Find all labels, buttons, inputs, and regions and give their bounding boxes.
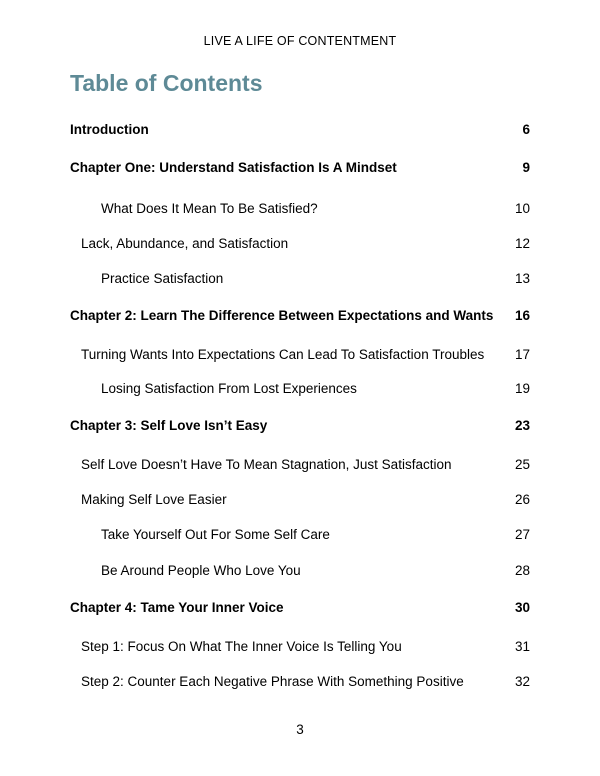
toc-title: Table of Contents [70, 70, 263, 96]
running-header: LIVE A LIFE OF CONTENTMENT [203, 34, 397, 48]
toc-entry-title: Turning Wants Into Expectations Can Lead To Satisfaction Troubles [81, 347, 485, 362]
toc-entry-page: 12 [514, 236, 530, 251]
toc-entry-title: Lack, Abundance, and Satisfaction [81, 236, 289, 251]
toc-entry-people-who-love-you[interactable] [0, 561, 600, 581]
toc-entry-title: Introduction [70, 122, 149, 137]
toc-entry-page: 31 [514, 639, 530, 654]
toc-entry-turning-wants[interactable] [0, 345, 600, 365]
toc-entry-chapter-4[interactable] [0, 598, 600, 618]
toc-entry-title: Chapter 2: Learn The Difference Between Expectations and Wants [70, 308, 494, 323]
toc-entry-what-does-it-mean[interactable] [0, 199, 600, 219]
toc-entry-page: 32 [514, 674, 530, 689]
toc-entry-losing-satisfaction[interactable] [0, 379, 600, 399]
toc-entry-page: 16 [514, 308, 530, 323]
toc-entry-page: 17 [514, 347, 530, 362]
toc-entry-page: 13 [514, 271, 530, 286]
toc-entry-page: 9 [522, 160, 530, 175]
toc-entry-title: Chapter 3: Self Love Isn’t Easy [70, 418, 268, 433]
toc-entry-title: Step 1: Focus On What The Inner Voice Is Telling You [81, 639, 402, 654]
toc-entry-title: Making Self Love Easier [81, 492, 227, 507]
toc-entry-page: 6 [522, 122, 530, 137]
toc-entry-title: Losing Satisfaction From Lost Experiences [101, 381, 357, 396]
toc-entry-title: Self Love Doesn’t Have To Mean Stagnation, Just Satisfaction [81, 457, 452, 472]
toc-entry-title: Be Around People Who Love You [101, 563, 301, 578]
toc-entry-title: What Does It Mean To Be Satisfied? [101, 201, 318, 216]
toc-entry-self-love-stagnation[interactable] [0, 455, 600, 475]
toc-entry-page: 30 [514, 600, 530, 615]
toc-entry-title: Step 2: Counter Each Negative Phrase With Something Positive [81, 674, 464, 689]
toc-entry-page: 26 [514, 492, 530, 507]
toc-entry-chapter-one[interactable] [0, 158, 600, 178]
toc-entry-step-1[interactable] [0, 637, 600, 657]
toc-entry-lack-abundance[interactable] [0, 234, 600, 254]
toc-entry-page: 23 [514, 418, 530, 433]
toc-entry-title: Chapter One: Understand Satisfaction Is A Mindset [70, 160, 397, 175]
toc-entry-page: 10 [514, 201, 530, 216]
toc-entry-chapter-2[interactable] [0, 306, 600, 326]
toc-entry-title: Take Yourself Out For Some Self Care [101, 527, 330, 542]
toc-entry-title: Chapter 4: Tame Your Inner Voice [70, 600, 284, 615]
toc-entry-page: 27 [514, 527, 530, 542]
toc-entry-chapter-3[interactable] [0, 416, 600, 436]
toc-entry-making-self-love-easier[interactable] [0, 490, 600, 510]
toc-entry-introduction[interactable] [0, 120, 600, 140]
page-number: 3 [296, 722, 304, 737]
toc-entry-page: 19 [514, 381, 530, 396]
toc-entry-practice-satisfaction[interactable] [0, 269, 600, 289]
toc-entry-page: 25 [514, 457, 530, 472]
toc-entry-page: 28 [514, 563, 530, 578]
toc-entry-self-care[interactable] [0, 525, 600, 545]
toc-entry-title: Practice Satisfaction [101, 271, 224, 286]
toc-entry-step-2[interactable] [0, 672, 600, 692]
